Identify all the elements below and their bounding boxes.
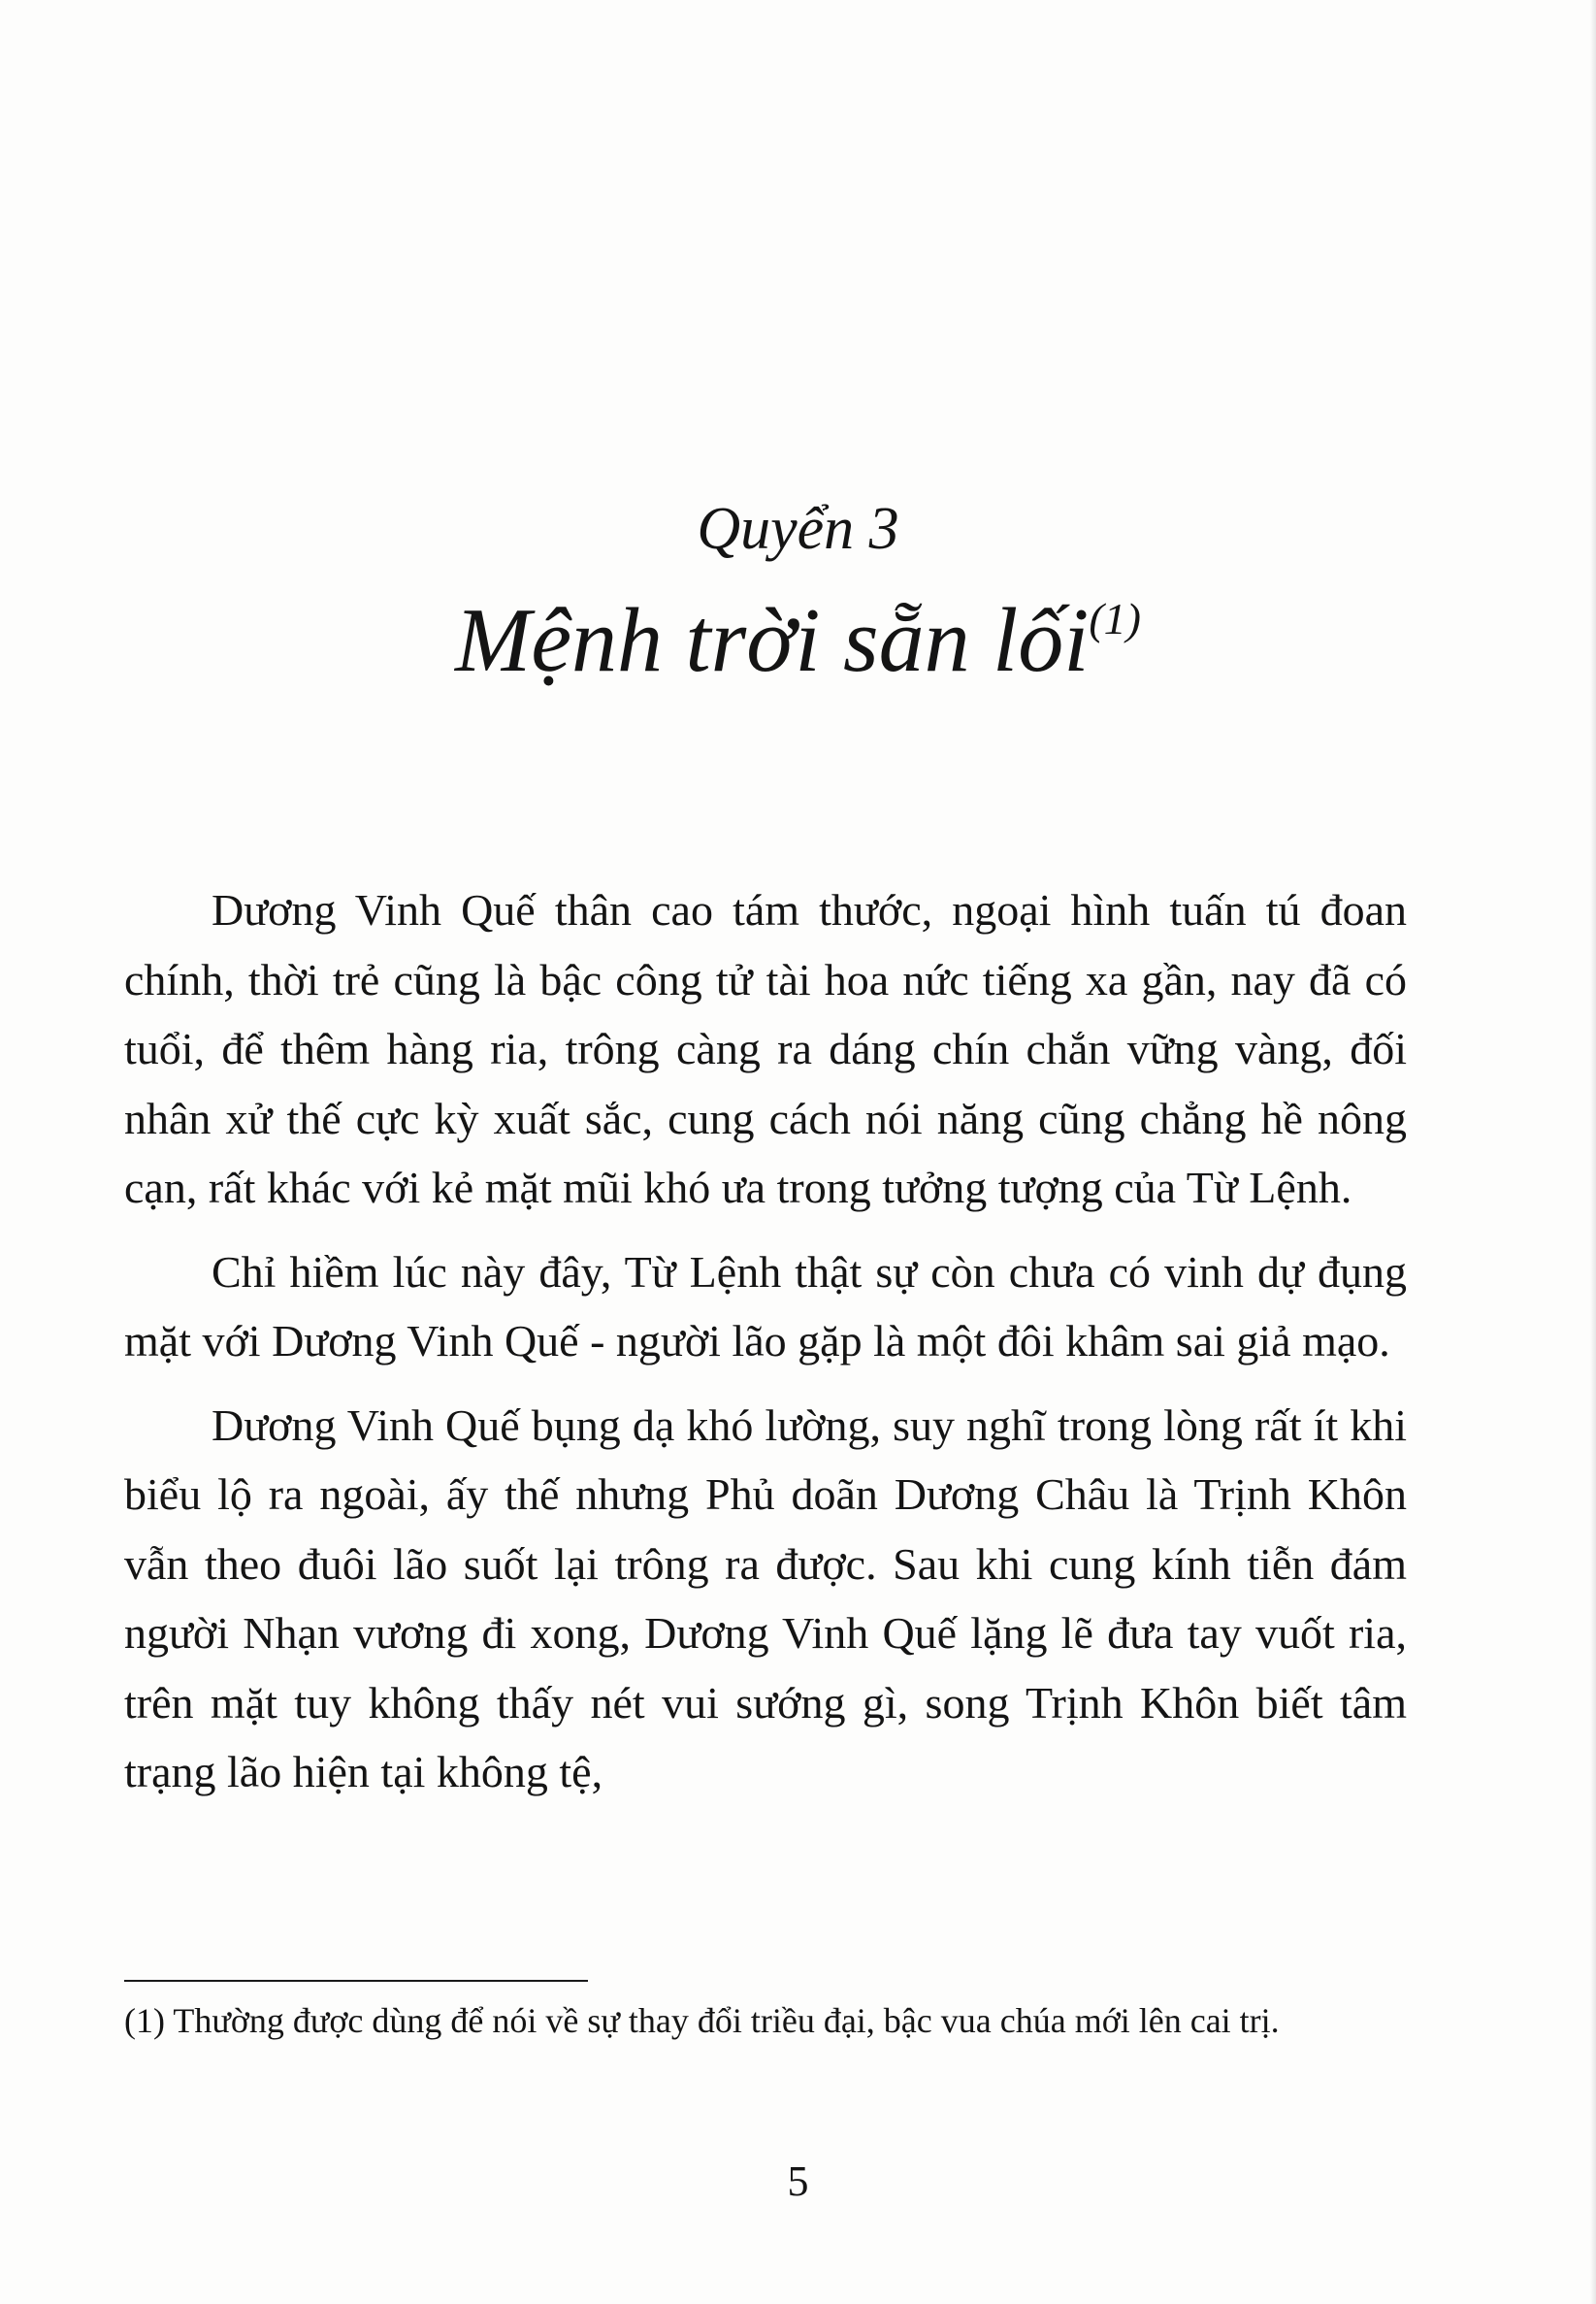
paragraph: Dương Vinh Quế bụng dạ khó lường, suy nghĩ trong lòng rất ít khi biểu lộ ra ngoài, ấy thế nhưng Phủ doãn Dương Châu là Trịnh Khôn vẫn theo đuôi lão suốt lại trông ra được. Sau khi cung kính tiễn đám người Nhạn vương đi xong, Dương Vinh Quế lặng lẽ đưa tay vuốt ria, trên mặt tuy không thấy nét vui sướng gì, song Trịnh Khôn biết tâm trạng lão hiện tại không tệ, <box>124 1399 1407 1796</box>
volume-heading: Quyển 3 <box>697 496 899 562</box>
body-text <box>124 875 1407 1822</box>
scan-edge-shadow <box>1590 0 1596 2304</box>
footnote <box>124 1994 1407 2047</box>
paragraph: Dương Vinh Quế thân cao tám thước, ngoại hình tuấn tú đoan chính, thời trẻ cũng là bậc công tử tài hoa nức tiếng xa gần, nay đã có tuổi, để thêm hàng ria, trông càng ra dáng chín chắn vững vàng, đối nhân xử thế cực kỳ xuất sắc, cung cách nói năng cũng chẳng hề nông cạn, rất khác với kẻ mặt mũi khó ưa trong tưởng tượng của Từ Lệnh. <box>124 885 1407 1212</box>
page-number: 5 <box>787 2157 809 2205</box>
chapter-title <box>0 587 1596 694</box>
footnote-separator <box>124 1980 588 1982</box>
footnote-text: (1) Thường được dùng để nói về sự thay đổi triều đại, bậc vua chúa mới lên cai trị. <box>124 2001 1280 2040</box>
chapter-title-text: Mệnh trời sẵn lối <box>455 590 1090 691</box>
footnote-marker: (1) <box>1089 594 1141 643</box>
paragraph: Chỉ hiềm lúc này đây, Từ Lệnh thật sự còn chưa có vinh dự đụng mặt với Dương Vinh Quế - người lão gặp là một đôi khâm sai giả mạo. <box>124 1246 1407 1366</box>
